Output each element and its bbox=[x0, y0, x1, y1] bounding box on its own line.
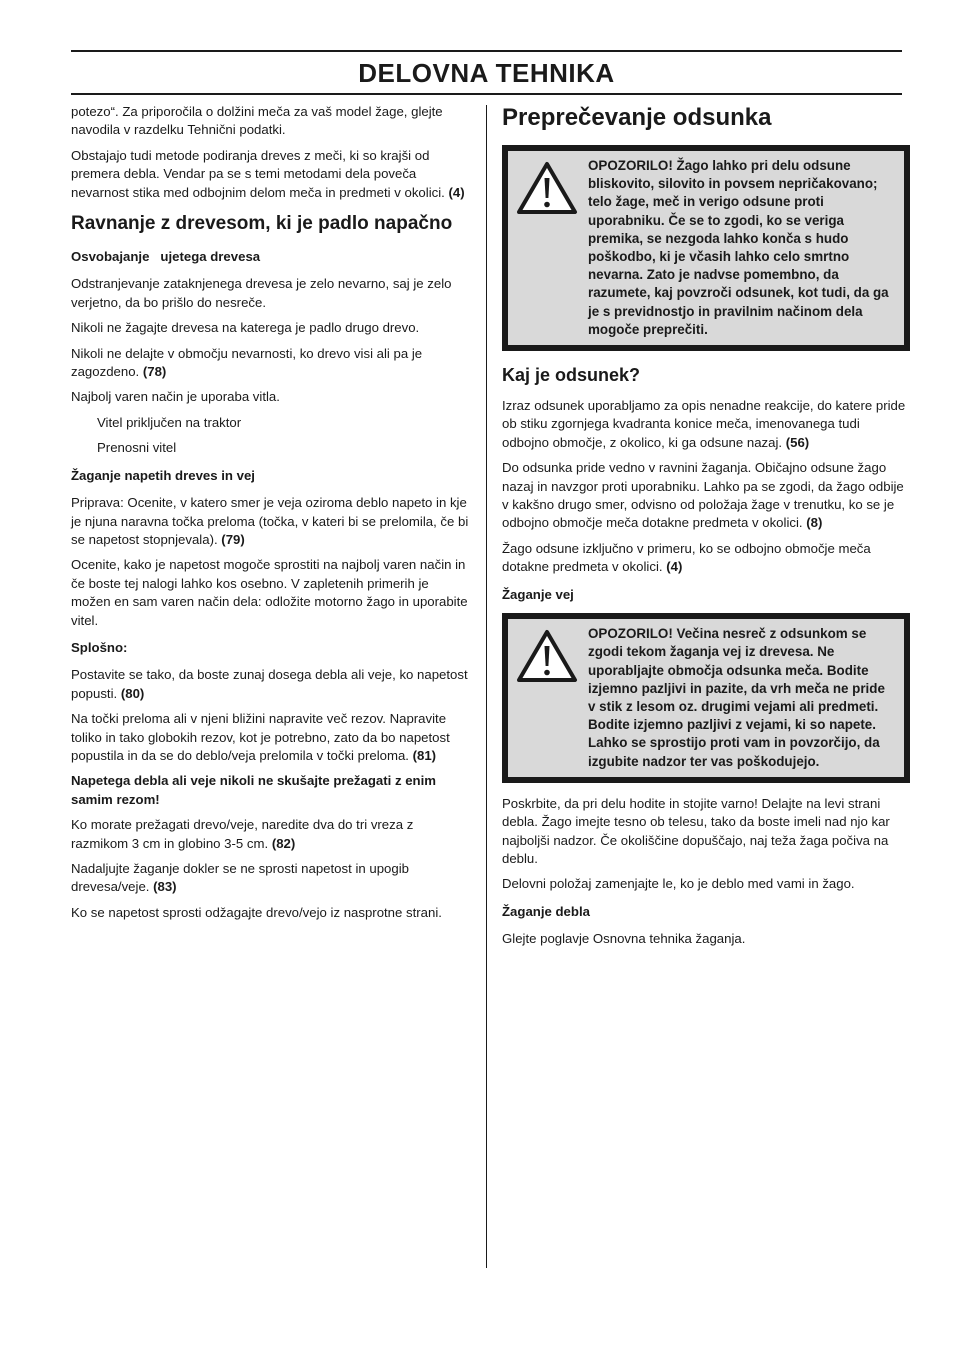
paragraph: Najbolj varen način je uporaba vitla. bbox=[71, 389, 280, 405]
list-item: Prenosni vitel bbox=[97, 440, 177, 456]
paragraph: Ko morate prežagati drevo/veje, naredite dva do tri vreza z razmikom 3 cm in globino 3-5 cm. (82) bbox=[71, 817, 414, 851]
paragraph: Odstranjevanje zataknjenega drevesa je zelo nevarno, saj je zelo verjetno, da bo prišlo do nesreče. bbox=[71, 276, 452, 310]
paragraph: Poskrbite, da pri delu hodite in stojite varno! Delajte na levi strani debla. Žago imejte tesno ob telesu, tako da boste imeli nad njo kar najboljši nadzor. Če okoliščine dopuščajo, naj teža žaga počiva na deblu. bbox=[502, 795, 890, 866]
warning-text: OPOZORILO! Žago lahko pri delu odsune bliskovito, silovito in povsem nepričakovano; telo žage, meč in verigo odsune proti uporabniku. Če se to zgodi, ko se veriga premika, se nezgoda lahko konča s hudo poškodbo, ki je včasih lahko celo smrtno nevarna. Zato je nadvse pomembno, da razumete, kaj povzroči odsunek, kot tudi, da ga je s previdnostjo in pravilnim načinom dela mogoče preprečiti. bbox=[588, 158, 889, 337]
paragraph: Ko se napetost sprosti odžagajte drevo/vejo iz nasprotne strani. bbox=[71, 904, 442, 920]
header-rule-top bbox=[71, 50, 902, 52]
paragraph: Nadaljujte žaganje dokler se ne sprosti napetost in upogib drevesa/veje. (83) bbox=[71, 861, 409, 895]
warning-paragraph: Napetega debla ali veje nikoli ne skušajte prežagati z enim samim rezom! bbox=[71, 773, 436, 807]
paragraph: Na točki preloma ali v njeni bližini napravite več rezov. Napravite toliko in tako globokih rezov, kot je potrebno, zato da bo napetost popustila in da se do deblo/veja prelomila v točki preloma. (81) bbox=[71, 711, 450, 763]
list-item: Vitel priključen na traktor bbox=[97, 414, 242, 430]
subheading-osvobajanje: Osvobajanje ujetega drevesa bbox=[71, 249, 261, 265]
figure-ref: (4) bbox=[448, 184, 465, 200]
column-divider bbox=[486, 105, 487, 1268]
subheading-debla: Žaganje debla bbox=[502, 903, 590, 919]
subheading-splosno: Splošno: bbox=[71, 639, 128, 655]
figure-ref: (56) bbox=[785, 434, 810, 450]
section-heading-ravnanje: Ravnanje z drevesom, ki je padlo napačno bbox=[71, 213, 453, 235]
paragraph: Do odsunka pride vedno v ravnini žaganja. Običajno odsune žago nazaj in navzgor proti uporabniku. Lahko pa se zgodi, da žago odbije v kakšno drugo smer, odvisno od položaja žage v trenutku, ko se je odbojno območje meča dotakne predmeta v okolici. (8) bbox=[502, 460, 904, 531]
figure-ref: (4) bbox=[666, 559, 683, 575]
left-column bbox=[71, 103, 471, 929]
subheading-vej: Žaganje vej bbox=[502, 586, 574, 602]
figure-ref: (80) bbox=[120, 685, 145, 701]
right-column bbox=[502, 103, 910, 956]
section-heading-kaj: Kaj je odsunek? bbox=[502, 365, 641, 386]
paragraph: Izraz odsunek uporabljamo za opis nenadne reakcije, do katere pride ob stiku zgornjega kvadranta konice meča, imenovanega tudi odbojno območje, z okolico, ki ga odsune nazaj. (56) bbox=[502, 398, 906, 450]
paragraph: Priprava: Ocenite, v katero smer je veja oziroma deblo napeto in kje je njuna naravna točka preloma (točka, v kateri bi se prelomila, če bi se napetost stopnjevala). (79) bbox=[71, 495, 469, 547]
figure-ref: (81) bbox=[412, 747, 437, 763]
paragraph: potezo“. Za priporočila o dolžini meča za vaš model žage, glejte navodila v razdelku Tehnični podatki. bbox=[71, 104, 443, 138]
figure-ref: (83) bbox=[153, 879, 177, 895]
page-title: DELOVNA TEHNIKA bbox=[358, 58, 615, 88]
header-rule-bottom bbox=[71, 93, 902, 95]
paragraph: Ocenite, kako je napetost mogoče sprostiti na najbolj varen način in če boste tej nalogi lahko kos osebno. V zapletenih primerih je možen en sam varen način dela: odložite motorno žago in uporabite vitel. bbox=[71, 557, 468, 628]
section-heading-preprecevanje: Preprečevanje odsunka bbox=[502, 104, 772, 131]
figure-ref: (79) bbox=[221, 531, 245, 547]
warning-triangle-icon bbox=[516, 161, 578, 215]
paragraph: Žago odsune izključno v primeru, ko se odbojno območje meča dotakne predmeta v okolici. (4) bbox=[502, 540, 871, 575]
warning-box bbox=[502, 145, 910, 351]
paragraph: Nikoli ne žagajte drevesa na katerega je padlo drugo drevo. bbox=[71, 320, 420, 336]
figure-ref: (78) bbox=[142, 364, 167, 380]
paragraph: Glejte poglavje Osnovna tehnika žaganja. bbox=[502, 931, 746, 947]
subheading-napeta: Žaganje napetih dreves in vej bbox=[71, 467, 255, 483]
figure-ref: (8) bbox=[806, 515, 823, 531]
paragraph: Delovni položaj zamenjajte le, ko je deblo med vami in žago. bbox=[502, 876, 855, 892]
paragraph: Obstajajo tudi metode podiranja dreves z meči, ki so krajši od premera debla. Vendar pa se s temi metodami dela poveča nevarnost stika med odbojnim delom meča in predmeti v okolici. (4) bbox=[71, 147, 465, 200]
paragraph: Nikoli ne delajte v območju nevarnosti, ko drevo visi ali pa je zagozdeno. (78) bbox=[71, 345, 423, 380]
warning-box bbox=[502, 613, 910, 783]
warning-triangle-icon bbox=[516, 629, 578, 683]
figure-ref: (82) bbox=[271, 835, 296, 851]
warning-text: OPOZORILO! Večina nesreč z odsunkom se zgodi tekom žaganja vej iz drevesa. Ne uporabljajte območja odsunka meča. Bodite izjemno pazljivi in pazite, da vrh meča ne pride v stik z lesom oz. drugimi vejami ali predmeti. Bodite izjemno pazljivi z vejami, ki so napete. Lahko se sprostijo proti vam in povzorčijo, da izgubite nadzor ter vas poškodujejo. bbox=[588, 626, 885, 769]
paragraph: Postavite se tako, da boste zunaj dosega debla ali veje, ko napetost popusti. (80) bbox=[71, 667, 468, 701]
